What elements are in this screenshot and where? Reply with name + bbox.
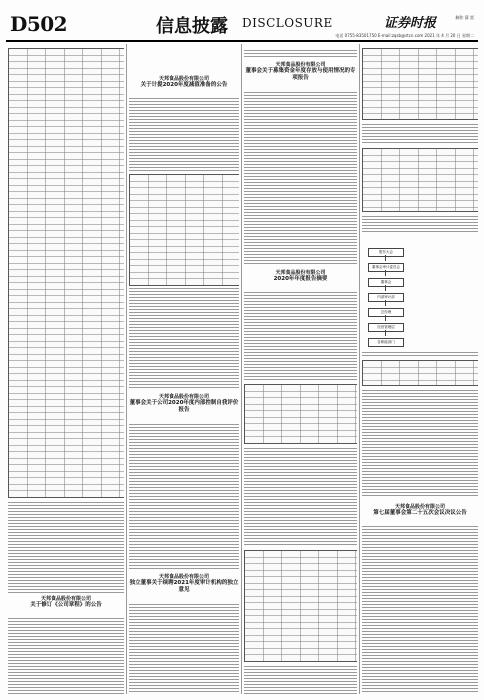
flowchart-node: 董事会审计委员会 — [368, 263, 404, 272]
data-table — [8, 48, 124, 498]
flowchart-arrow — [385, 315, 386, 321]
notice-title: 董事会关于募集资金年度存放与使用情况的专项报告 — [245, 68, 356, 81]
notice-heading — [8, 596, 124, 614]
editor-credit: 制作 薛 雷 — [455, 15, 474, 20]
body-text — [129, 286, 239, 390]
column-2 — [129, 44, 239, 694]
body-text — [8, 616, 124, 694]
notice-company: 天邦食品股份有限公司 — [394, 504, 445, 510]
flowchart-node: 董事会 — [368, 278, 404, 287]
section-title-en: DISCLOSURE — [242, 16, 333, 30]
column-1 — [8, 44, 124, 694]
data-table — [362, 360, 478, 386]
flowchart-node: 总经理 — [368, 308, 404, 317]
body-text — [362, 388, 478, 498]
section-title-zh: 信息披露 — [156, 16, 228, 37]
body-text — [129, 602, 239, 694]
body-text — [244, 290, 357, 380]
data-table — [129, 174, 239, 286]
flowchart-arrow — [385, 330, 386, 336]
flowchart-node: 各职能部门 — [368, 338, 404, 347]
notice-company: 天邦食品股份有限公司 — [158, 574, 209, 580]
notice-heading — [244, 270, 357, 288]
newspaper-logo: 证券时报 — [383, 16, 436, 31]
data-table — [362, 48, 478, 120]
data-table — [362, 148, 478, 212]
notice-company: 天邦食品股份有限公司 — [158, 394, 209, 400]
masthead — [6, 6, 478, 42]
notice-company: 天邦食品股份有限公司 — [275, 270, 326, 276]
body-text — [129, 422, 239, 570]
notice-company: 天邦食品股份有限公司 — [40, 596, 91, 602]
body-text — [8, 500, 124, 594]
body-text — [362, 122, 478, 144]
masthead-meta: 电话 0755-83501750 E-mail:zqsb@stcn.com 2021 年 4 月 20 日 星期二 — [335, 33, 474, 38]
notice-heading — [129, 76, 239, 94]
body-text — [244, 48, 357, 58]
body-text — [362, 214, 478, 232]
data-table — [244, 384, 357, 444]
notice-title: 第七届董事会第二十五次会议决议公告 — [373, 510, 467, 516]
column-3 — [244, 44, 357, 694]
flowchart-arrow — [385, 285, 386, 291]
notice-company: 天邦食品股份有限公司 — [158, 76, 209, 82]
column-4 — [362, 44, 478, 694]
notice-heading — [129, 394, 239, 420]
notice-company: 天邦食品股份有限公司 — [275, 62, 326, 68]
body-text — [244, 90, 357, 264]
body-text — [129, 96, 239, 172]
body-text — [244, 446, 357, 546]
flowchart-arrow — [385, 300, 386, 306]
flowchart-arrow — [385, 255, 386, 261]
column-rule — [126, 44, 127, 694]
column-rule — [241, 44, 242, 694]
notice-title: 关于计提2020年度减值准备的公告 — [140, 82, 228, 88]
notice-title: 2020年年度报告摘要 — [273, 276, 328, 282]
data-table — [244, 550, 357, 662]
flowchart-arrow — [385, 270, 386, 276]
body-text — [362, 350, 478, 356]
notice-heading — [244, 62, 357, 88]
notice-heading — [362, 504, 478, 522]
flowchart-node: 内部审计部 — [368, 293, 404, 302]
body-text — [244, 664, 357, 694]
notice-title: 独立董事关于续聘2021年度审计机构的独立意见 — [129, 580, 239, 593]
flowchart-node: 股东大会 — [368, 248, 404, 257]
notice-title: 董事会关于公司2020年度内部控制自我评价报告 — [129, 400, 239, 413]
column-rule — [359, 44, 360, 694]
page-number: D502 — [10, 12, 68, 36]
body-text — [362, 524, 478, 694]
notice-heading — [129, 574, 239, 600]
notice-title: 关于修订《公司章程》的公告 — [30, 602, 102, 608]
flowchart-node: 经营管理层 — [368, 323, 404, 332]
